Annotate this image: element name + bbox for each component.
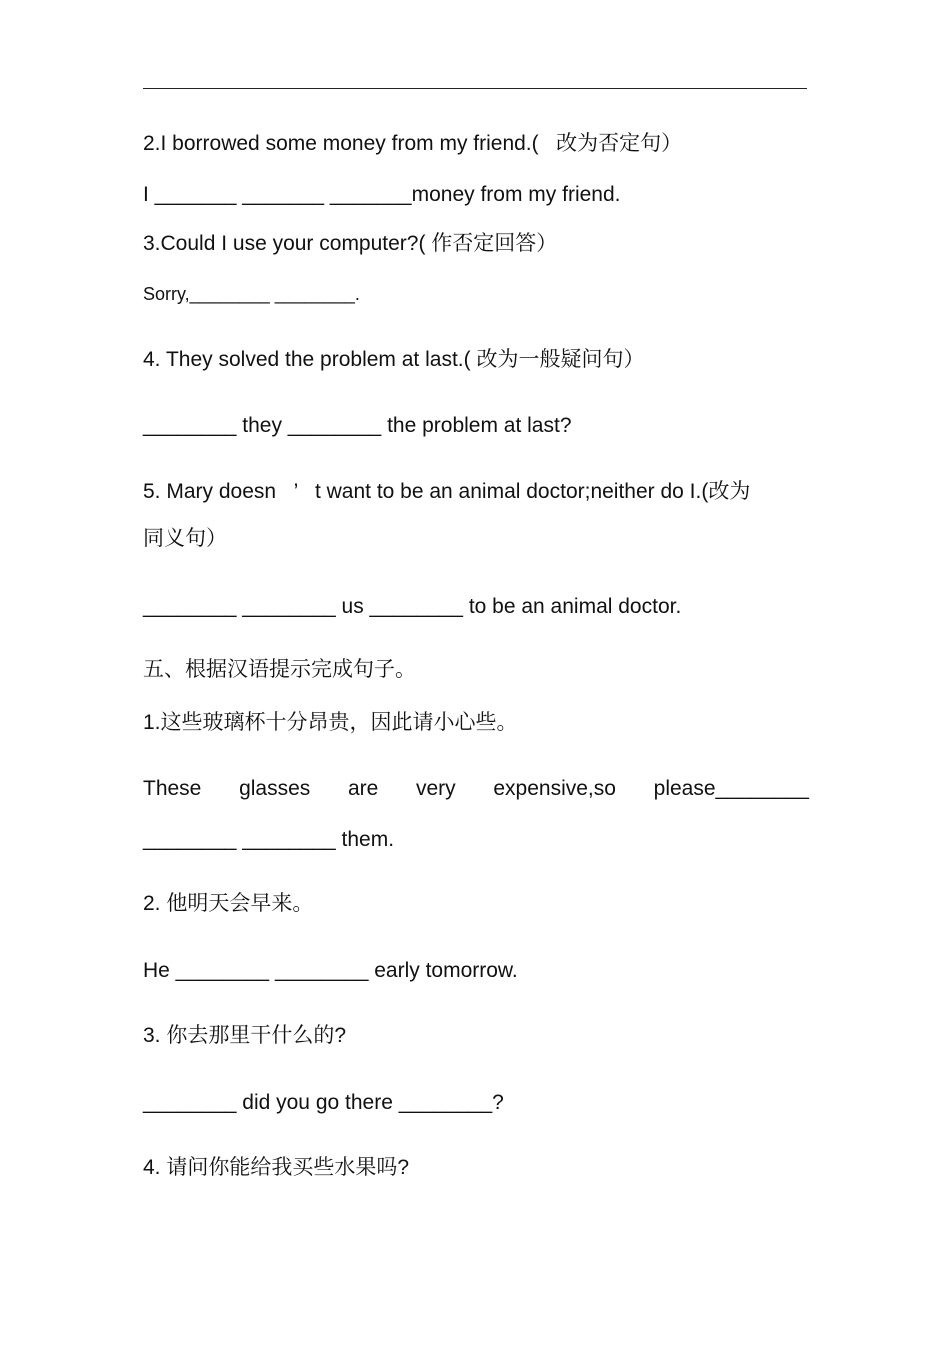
translation-1-prompt: 1.这些玻璃杯十分昂贵，因此请小心些。	[143, 711, 518, 734]
translation-3-prompt: 3. 你去那里干什么的?	[143, 1024, 347, 1047]
answer-word: very	[416, 777, 456, 800]
exercise-2-answer: I _______ _______ _______money from my friend.	[143, 183, 621, 206]
answer-word: please________	[653, 777, 809, 800]
exercise-3-answer: Sorry,________ ________.	[143, 284, 360, 304]
translation-2-answer: He ________ ________ early tomorrow.	[143, 959, 518, 982]
translation-1-answer-continued: ________ ________ them.	[143, 828, 395, 851]
exercise-5-prompt: 5. Mary doesn ’ t want to be an animal doctor;neither do I.(改为	[143, 480, 751, 503]
exercise-3-prompt: 3.Could I use your computer?( 作否定回答）	[143, 232, 558, 255]
answer-word: are	[347, 777, 379, 800]
exercise-2-prompt: 2.I borrowed some money from my friend.( 改为否定句）	[143, 132, 683, 155]
answer-word: These	[143, 777, 202, 800]
exercise-5-prompt-continued: 同义句）	[143, 527, 227, 550]
translation-3-answer: ________ did you go there ________?	[143, 1091, 504, 1114]
translation-4-prompt: 4. 请问你能给我买些水果吗?	[143, 1156, 410, 1179]
answer-word: glasses	[239, 777, 311, 800]
answer-word: expensive,so	[493, 777, 616, 800]
exercise-5-answer: ________ ________ us ________ to be an animal doctor.	[143, 595, 682, 618]
section-5-heading: 五、根据汉语提示完成句子。	[143, 658, 416, 681]
header-rule	[143, 88, 807, 89]
exercise-4-prompt: 4. They solved the problem at last.( 改为一般疑问句）	[143, 348, 645, 371]
translation-1-answer	[143, 776, 809, 802]
exercise-4-answer: ________ they ________ the problem at last?	[143, 414, 572, 437]
translation-2-prompt: 2. 他明天会早来。	[143, 892, 314, 915]
